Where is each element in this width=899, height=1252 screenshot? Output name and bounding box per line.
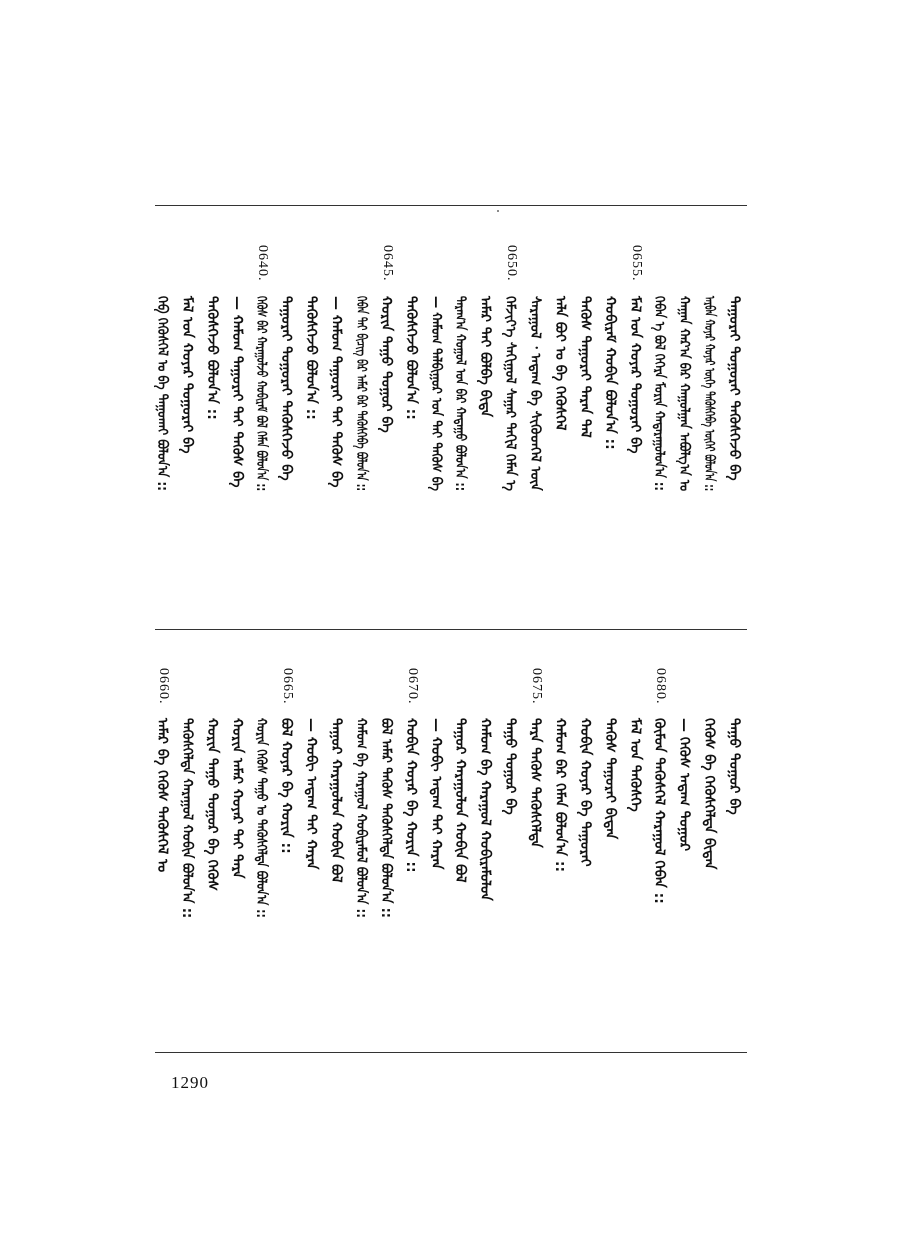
text-column: ᠰᠠᠷᠠᠭᠤᠯ ᠂ ᠠᠳᠠᠭ ᠪᠠ ᠰᠢᠭᠦᠳᠬᠡᠯ ᠦᠨ — [527, 296, 543, 491]
entry-number: 0650. — [504, 245, 519, 282]
entry-number: 0675. — [529, 668, 544, 705]
text-column: ᠮᠠᠯ ᠤᠨ ᠬᠣᠶᠠᠷ ᠲᠣᠭᠣᠷᠠᠢ ᠪᠠ — [627, 296, 643, 454]
text-column: ᠬᠠᠮᠤᠭ ᠪᠠ ᠬᠠᠷᠠᠭᠤᠯ ᠬᠣᠪᠢᠷᠠᠮᠤᠯ ᠪᠣᠯᠤᠨ᠎ᠠ :: — [353, 718, 369, 919]
top-rule — [155, 205, 747, 206]
text-column: ᠬᠠᠮᠤᠭ ᠪᠠ ᠬᠠᠷᠠᠭᠤᠯ ᠬᠣᠪᠢᠷᠠᠮᠤᠯᠤᠨ — [477, 718, 493, 901]
text-column: ᠬᠠᠮᠤᠭ ᠪᠡᠷ ᠬᠡᠮᠡᠨ ᠪᠣᠯᠤᠨ᠎ᠠ :: — [552, 718, 568, 873]
print-speck — [497, 210, 499, 212]
text-column: — ᠬᠠᠮᠤᠭ ᠲᠠᠯᠪᠢᠭᠤᠷ ᠤᠨ ᠲᠡᠢ ᠲᠡᠭᠦᠰ ᠪᠡ — [428, 296, 444, 491]
text-column: ᠲᠠᠷᠠᠭ᠎ᠠ ᠬᠣᠭᠤᠯ ᠤᠨ ᠪᠡᠷ ᠬᠠᠲᠠᠭᠤ ᠪᠣᠯᠤᠨ᠎ᠠ :: — [452, 296, 468, 492]
text-column: ᠲᠠᠭᠤᠷ ᠬᠠᠷᠠᠭᠤᠯᠤᠨ ᠬᠣᠪᠢᠨ ᠪᠣᠯ — [328, 718, 344, 883]
text-column: ᠬᠡᠪ ᠬᠡᠭᠦᠰᠬᠡᠯ ᠤ ᠪᠠ ᠲᠠᠭᠤᠬᠠᠢ ᠪᠣᠯᠤᠨ᠎ᠠ :: — [154, 296, 170, 491]
text-column: ᠬᠣᠷᠢᠨ ᠲᠠᠭᠤ ᠲᠣᠭᠣᠷ ᠪᠠ ᠬᠡᠭᠦᠰ — [204, 718, 220, 891]
entry-number: 0670. — [405, 668, 420, 705]
text-column: ᠠᠮᠠᠷ ᠪᠠ ᠬᠡᠭᠦᠰ ᠲᠡᠭᠦᠰᠬᠡᠯ ᠤ — [154, 718, 170, 873]
text-column: ᠬᠣᠷᠢᠨ ᠠᠮᠠᠷ ᠬᠣᠶᠠᠷ ᠲᠡᠢ ᠲᠠᠷᠠ — [229, 718, 245, 879]
text-column: ᠬᠦᠮᠦᠨ ᠲᠡᠭᠦᠰᠬᠡᠯ ᠬᠠᠷᠠᠭᠤᠯ ᠬᠡᠪᠡᠨ :: — [651, 718, 667, 904]
text-column: — ᠬᠡᠭᠦᠰ ᠠᠳᠠᠭ ᠲᠣᠭᠣᠷ — [676, 718, 692, 852]
entry-number: 0640. — [255, 245, 270, 282]
entry-number: 0680. — [653, 668, 668, 705]
text-column: ᠲᠠᠭᠤᠷ ᠬᠠᠷᠠᠭᠤᠯᠤᠨ ᠬᠣᠪᠢᠨ ᠪᠣᠯ — [452, 718, 468, 883]
text-column: — ᠬᠠᠮᠤᠭ ᠲᠠᠭᠤᠷᠠᠢ ᠲᠡᠢ ᠲᠡᠭᠦᠰ ᠪᠡ — [229, 296, 245, 488]
text-column: ᠲᠠᠷᠠ ᠲᠡᠭᠦᠰ ᠲᠡᠭᠦᠰᠬᠡᠯᠳᠡ — [527, 718, 543, 848]
text-column: ᠮᠠᠯ ᠤᠨ ᠬᠣᠶᠠᠷ ᠲᠣᠭᠣᠷᠠᠢ ᠪᠠ — [179, 296, 195, 454]
text-column: ᠬᠣᠷᠢᠨ ᠬᠡᠭᠦᠰ ᠲᠠᠭᠤ ᠤ ᠲᠡᠭᠦᠰᠬᠡᠯᠳᠡ ᠪᠣᠯᠤᠨ᠎ᠠ :: — [253, 718, 269, 918]
text-column: ᠠᠷᠪᠠᠨ ᠬᠣᠶᠠᠷ ᠬᠣᠶᠠᠷ ᠦᠭᠡ ᠲᠡᠭᠦᠰᠬᠡᠪᠡ ᠦᠭᠡᠢ ᠪᠣᠯᠤᠨ᠎ᠠ :: — [701, 296, 717, 492]
text-column: ᠬᠣᠪᠢᠨ ᠬᠣᠶᠠᠷ ᠪᠠ ᠬᠣᠷᠢᠨ :: — [403, 718, 419, 873]
text-column: ᠬᠡᠪᠡᠨ ᠲᠡᠢ ᠪᠢᠴᠢᠭ ᠪᠡᠷ ᠠᠮᠠᠷ ᠪᠡᠷ ᠲᠡᠭᠦᠰᠬᠡᠪᠡ ᠪᠣᠯᠤᠨ᠎ᠠ :: — [353, 296, 369, 492]
text-column: ᠠᠮᠠᠷ ᠲᠠᠢ ᠪᠣᠯᠪᠠ ᠪᠢᠳᠡ — [477, 296, 493, 418]
bottom-rule — [155, 1052, 747, 1053]
text-column: ᠲᠠᠭᠤ ᠲᠣᠭᠣᠷ ᠪᠠ — [502, 718, 518, 815]
text-column: ᠮᠠᠯ ᠤᠨ ᠲᠡᠭᠦᠰᠬᠡ — [627, 718, 643, 812]
text-column: ᠲᠠᠭᠤᠷᠠᠢ ᠲᠣᠭᠣᠷᠠᠢ ᠲᠡᠭᠦᠰᠬᠡᠵᠦ ᠪᠡ — [726, 296, 742, 481]
text-column: ᠬᠡᠪᠡᠨ ᠡ ᠪᠣᠯ ᠬᠡᠭᠡᠷᠡ ᠮᠣᠷᠢᠨ ᠬᠠᠲᠠᠷᠠᠭᠤᠯᠤᠨ᠎ᠠ :: — [651, 296, 667, 491]
text-column: ᠬᠣᠪᠢᠷᠠᠮ ᠬᠣᠪᠢᠨ ᠪᠣᠯᠤᠨ᠎ᠠ :: — [602, 296, 618, 450]
text-column: ᠠᠯᠠ ᠪᠣᠢ ᠤ ᠪᠡ ᠬᠡᠭᠦᠰᠬᠡᠯ — [552, 296, 568, 431]
entry-number: 0645. — [380, 245, 395, 282]
text-column: ᠲᠡᠭᠦᠰ ᠲᠠᠭᠤᠷᠠᠢ ᠪᠢᠳᠡᠨ — [602, 718, 618, 840]
page-number: 1290 — [171, 1073, 209, 1092]
entry-number: 0660. — [156, 668, 171, 705]
text-column: ᠬᠡᠭᠦᠰ ᠪᠡ ᠬᠡᠭᠦᠰᠬᠡᠯᠳᠡ ᠪᠢᠳᠡᠨ — [701, 718, 717, 870]
text-column: ᠲᠡᠭᠦᠰ ᠲᠠᠭᠤᠷᠠᠢ ᠲᠠᠷᠠᠨ ᠲᠠᠯ — [577, 296, 593, 438]
text-column: ᠲᠡᠭᠦᠰᠬᠡᠵᠦ ᠪᠣᠯᠤᠨ᠎ᠠ :: — [403, 296, 419, 420]
text-column: — ᠬᠣᠪᠢ ᠠᠳᠠᠭ ᠲᠡᠢ ᠬᠠᠷᠠᠨ — [303, 718, 319, 870]
text-column: ᠲᠡᠭᠦᠰᠬᠡᠯᠳᠡ ᠬᠠᠷᠠᠭᠤᠯ ᠬᠣᠪᠢᠨ ᠪᠣᠯᠤᠨ᠎ᠠ :: — [179, 718, 195, 919]
text-column: ᠬᠣᠷᠢᠨ ᠲᠠᠭᠤ ᠲᠣᠭᠣᠷ ᠪᠠ — [378, 296, 394, 433]
text-column: ᠲᠠᠭᠤ ᠲᠣᠭᠣᠷ ᠪᠠ — [726, 718, 742, 815]
text-column: ᠪᠣᠯ ᠬᠣᠶᠠᠷ ᠪᠠ ᠬᠣᠷᠢᠨ :: — [278, 718, 294, 854]
text-column: ᠬᠣᠪᠢᠨ ᠬᠣᠶᠠᠷ ᠪᠠ ᠲᠠᠭᠤᠷᠠᠢ — [577, 718, 593, 867]
text-column: ᠲᠠᠭᠤᠷᠠᠢ ᠲᠣᠭᠣᠷᠠᠢ ᠲᠡᠭᠦᠰᠬᠡᠵᠦ ᠪᠡ — [278, 296, 294, 481]
text-column: ᠪᠣᠯ ᠠᠮᠠᠷ ᠲᠡᠭᠦᠰ ᠲᠡᠭᠦᠰᠬᠡᠯᠳᠡ ᠪᠣᠯᠤᠨ᠎ᠠ :: — [378, 718, 394, 918]
text-column: ᠬᠡᠮᠵᠢᠶ᠎ᠡ ᠰᠠᠬᠢᠭᠤᠯ ᠰᠠᠭᠠᠷ ᠲᠠᠬᠢᠯ ᠬᠡᠮᠡᠨ ᠡ — [502, 296, 518, 492]
text-column: ᠲᠡᠭᠦᠰᠬᠡᠵᠦ ᠪᠣᠯᠤᠨ᠎ᠠ :: — [204, 296, 220, 420]
middle-rule — [155, 629, 747, 630]
entry-number: 0655. — [629, 245, 644, 282]
text-column: ᠬᠠᠭᠠᠨ ᠬᠠᠷ᠎ᠠ ᠪᠡᠷ ᠬᠠᠭᠤᠯᠭᠠᠨ ᠠᠪᠤᠯᠭ᠎ᠠ ᠤ — [676, 296, 692, 492]
entry-number: 0665. — [280, 668, 295, 705]
text-column: — ᠬᠠᠮᠤᠭ ᠲᠠᠭᠤᠷᠠᠢ ᠲᠡᠢ ᠲᠡᠭᠦᠰ ᠪᠡ — [328, 296, 344, 488]
text-column: ᠬᠡᠭᠦᠰ ᠪᠡᠷ ᠬᠠᠷᠠᠭᠤᠯᠵᠤ ᠬᠣᠪᠢᠷᠠᠮ ᠪᠣᠯ ᠬᠡᠮᠡᠨ ᠪᠣᠯᠤᠨ᠎ᠠ :: — [253, 296, 269, 492]
text-column: — ᠬᠣᠪᠢ ᠠᠳᠠᠭ ᠲᠡᠢ ᠬᠠᠷᠠᠨ — [428, 718, 444, 870]
text-column: ᠲᠡᠭᠦᠰᠬᠡᠵᠦ ᠪᠣᠯᠤᠨ᠎ᠠ :: — [303, 296, 319, 420]
